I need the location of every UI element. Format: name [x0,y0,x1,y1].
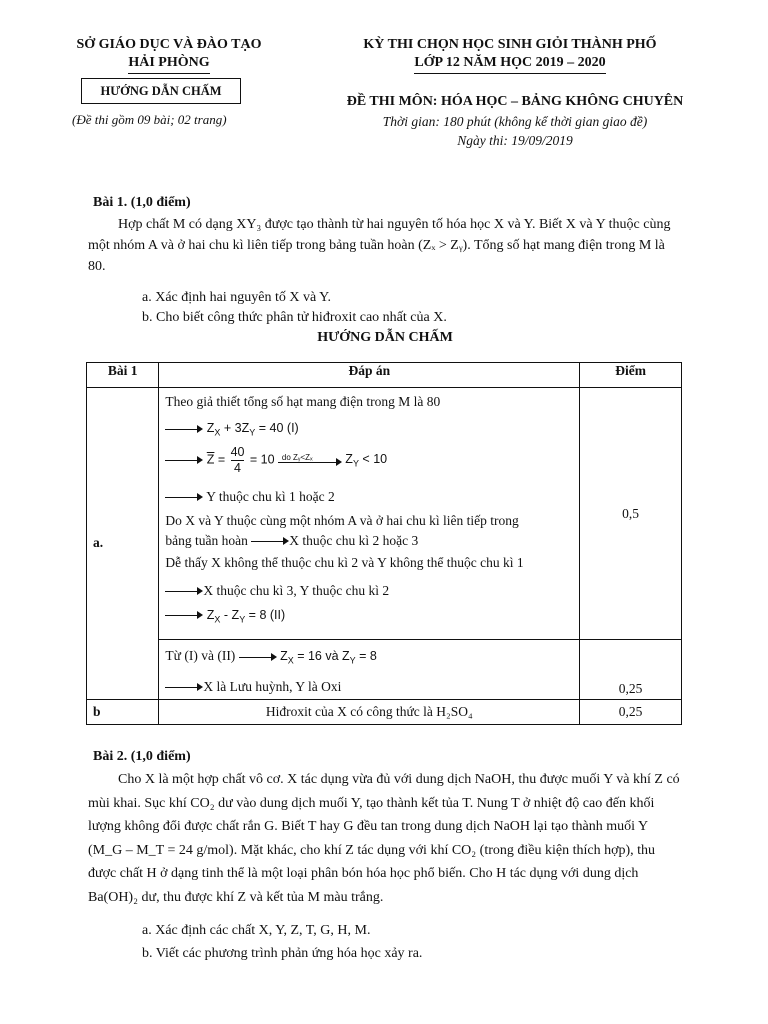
col-header-diem: Điểm [580,363,682,388]
row-a-score-2: 0,25 [580,640,682,700]
header-right [300,36,720,74]
arrow-icon [165,455,203,465]
exam-time: Thời gian: 180 phút (không kể thời gian giao đề) [382,114,648,129]
row-b-label: b [87,699,159,724]
row-a-label: a. [87,388,159,700]
arrow-icon [165,682,203,692]
bai1-problem: Hợp chất M có dạng XY₃ được tạo thành từ hai nguyên tố hóa học X và Y. Biết X và Y thuộc cùng một nhóm A và ở hai chu kì liên tiếp trong bảng tuần hoàn (Zₓ > Zᵧ). Tổng số hạt mang điện trong M là 80. [88,217,671,274]
row-b-answer: Hiđroxit của X có công thức là H₂SO₄ [159,699,580,724]
answer-line-10: Từ (I) và (II) $Z_X = 16$ và $Z_Y = 8$ [165,648,377,666]
table-header-row [87,363,682,388]
exam-date: Ngày thi: 19/09/2019 [457,133,573,148]
answer-line-7: Dễ thấy X không thể thuộc chu kì 2 và Y không thể thuộc chu kì 1 [165,554,524,570]
answer-line-3: $\overline{Z}$ = $\frac{40}{4}$ = 10 do Zᵧ<Zₓ $Z_Y < 10$ [165,445,573,483]
bai1-guide-title: HƯỚNG DẪN CHẤM [317,330,453,345]
answer-line-1: Theo giả thiết tổng số hạt mang điện trong M là 80 [165,394,441,409]
arrow-icon [165,492,203,502]
department-name: SỞ GIÁO DỤC VÀ ĐÀO TẠO [76,37,262,52]
table-row-a2 [87,640,682,700]
arrow-icon [165,586,203,596]
row-a2-answer [159,640,580,700]
exam-title: KỲ THI CHỌN HỌC SINH GIỎI THÀNH PHỐ [363,37,657,52]
answer-line-6: bảng tuần hoàn X thuộc chu kì 2 hoặc 3 [165,532,419,548]
answer-line-4: Y thuộc chu kì 1 hoặc 2 [165,487,573,507]
bai2-problem: Cho X là một hợp chất vô cơ. X tác dụng vừa đủ với dung dịch NaOH, thu được muối Y và khí Z có mùi khai. Sục khí CO₂ dư vào dung dịch muối Y, tạo thành kết tủa T. Nung T ở nhiệt độ cao đến khối lượng không đổi được chất rắn G. Biết T hay G đều tan trong dung dịch NaOH lại tạo thành muối Y (M_G – M_T = 24 g/mol). Mặt khác, cho khí Z tác dụng với khí CO₂ (trong điều kiện thích hợp), thu được chất H ở dạng tinh thể là một loại phân bón hóa học phổ biến. Cho H tác dụng với dung dịch Ba(OH)₂ dư, thu được khí Z và kết tủa M màu trắng. [88,772,680,905]
row-a-score-1: 0,5 [580,388,682,640]
row-b-score: 0,25 [580,699,682,724]
arrow-icon [239,652,277,662]
subject-title: ĐỀ THI MÔN: HÓA HỌC – BẢNG KHÔNG CHUYÊN [346,94,684,109]
col-header-dap-an: Đáp án [159,363,580,388]
header-left [44,36,294,74]
bai1-title: Bài 1. (1,0 điểm) [93,195,191,210]
bai2-question-a: a. Xác định các chất X, Y, Z, T, G, H, M. [142,923,371,938]
table-row-a1 [87,388,682,640]
bai2-question-b: b. Viết các phương trình phản ứng hóa học xảy ra. [142,946,423,961]
col-header-bai: Bài 1 [87,363,159,388]
bai1-question-b: b. Cho biết công thức phân tử hiđroxit cao nhất của X. [142,310,447,325]
fraction: $\frac{40}{4}$ [230,444,245,475]
grade-year: LỚP 12 NĂM HỌC 2019 – 2020 [414,54,605,74]
conditional-arrow-icon: do Zᵧ<Zₓ [278,450,342,470]
arrow-icon [165,424,203,434]
answer-line-5: Do X và Y thuộc cùng một nhóm A và ở hai chu kì liên tiếp trong [165,512,519,528]
answer-table [86,362,682,725]
answer-line-9: $Z_X - Z_Y = 8$ (II) [165,605,573,630]
pages-note: (Đề thi gồm 09 bài; 02 trang) [72,112,227,127]
bai1-question-a: a. Xác định hai nguyên tố X và Y. [142,290,331,305]
guide-box: HƯỚNG DẪN CHẤM [81,78,241,104]
row-a-answer [159,388,580,640]
bai2-title: Bài 2. (1,0 điểm) [93,749,191,764]
answer-line-2: $Z_X + 3Z_Y = 40$ (I) [165,418,573,443]
table-row-b [87,699,682,724]
arrow-icon [251,536,289,546]
answer-line-11: X là Lưu huỳnh, Y là Oxi [165,677,573,697]
arrow-icon [165,610,203,620]
answer-line-8: X thuộc chu kì 3, Y thuộc chu kì 2 [165,581,573,601]
city-name: HẢI PHÒNG [128,54,209,74]
